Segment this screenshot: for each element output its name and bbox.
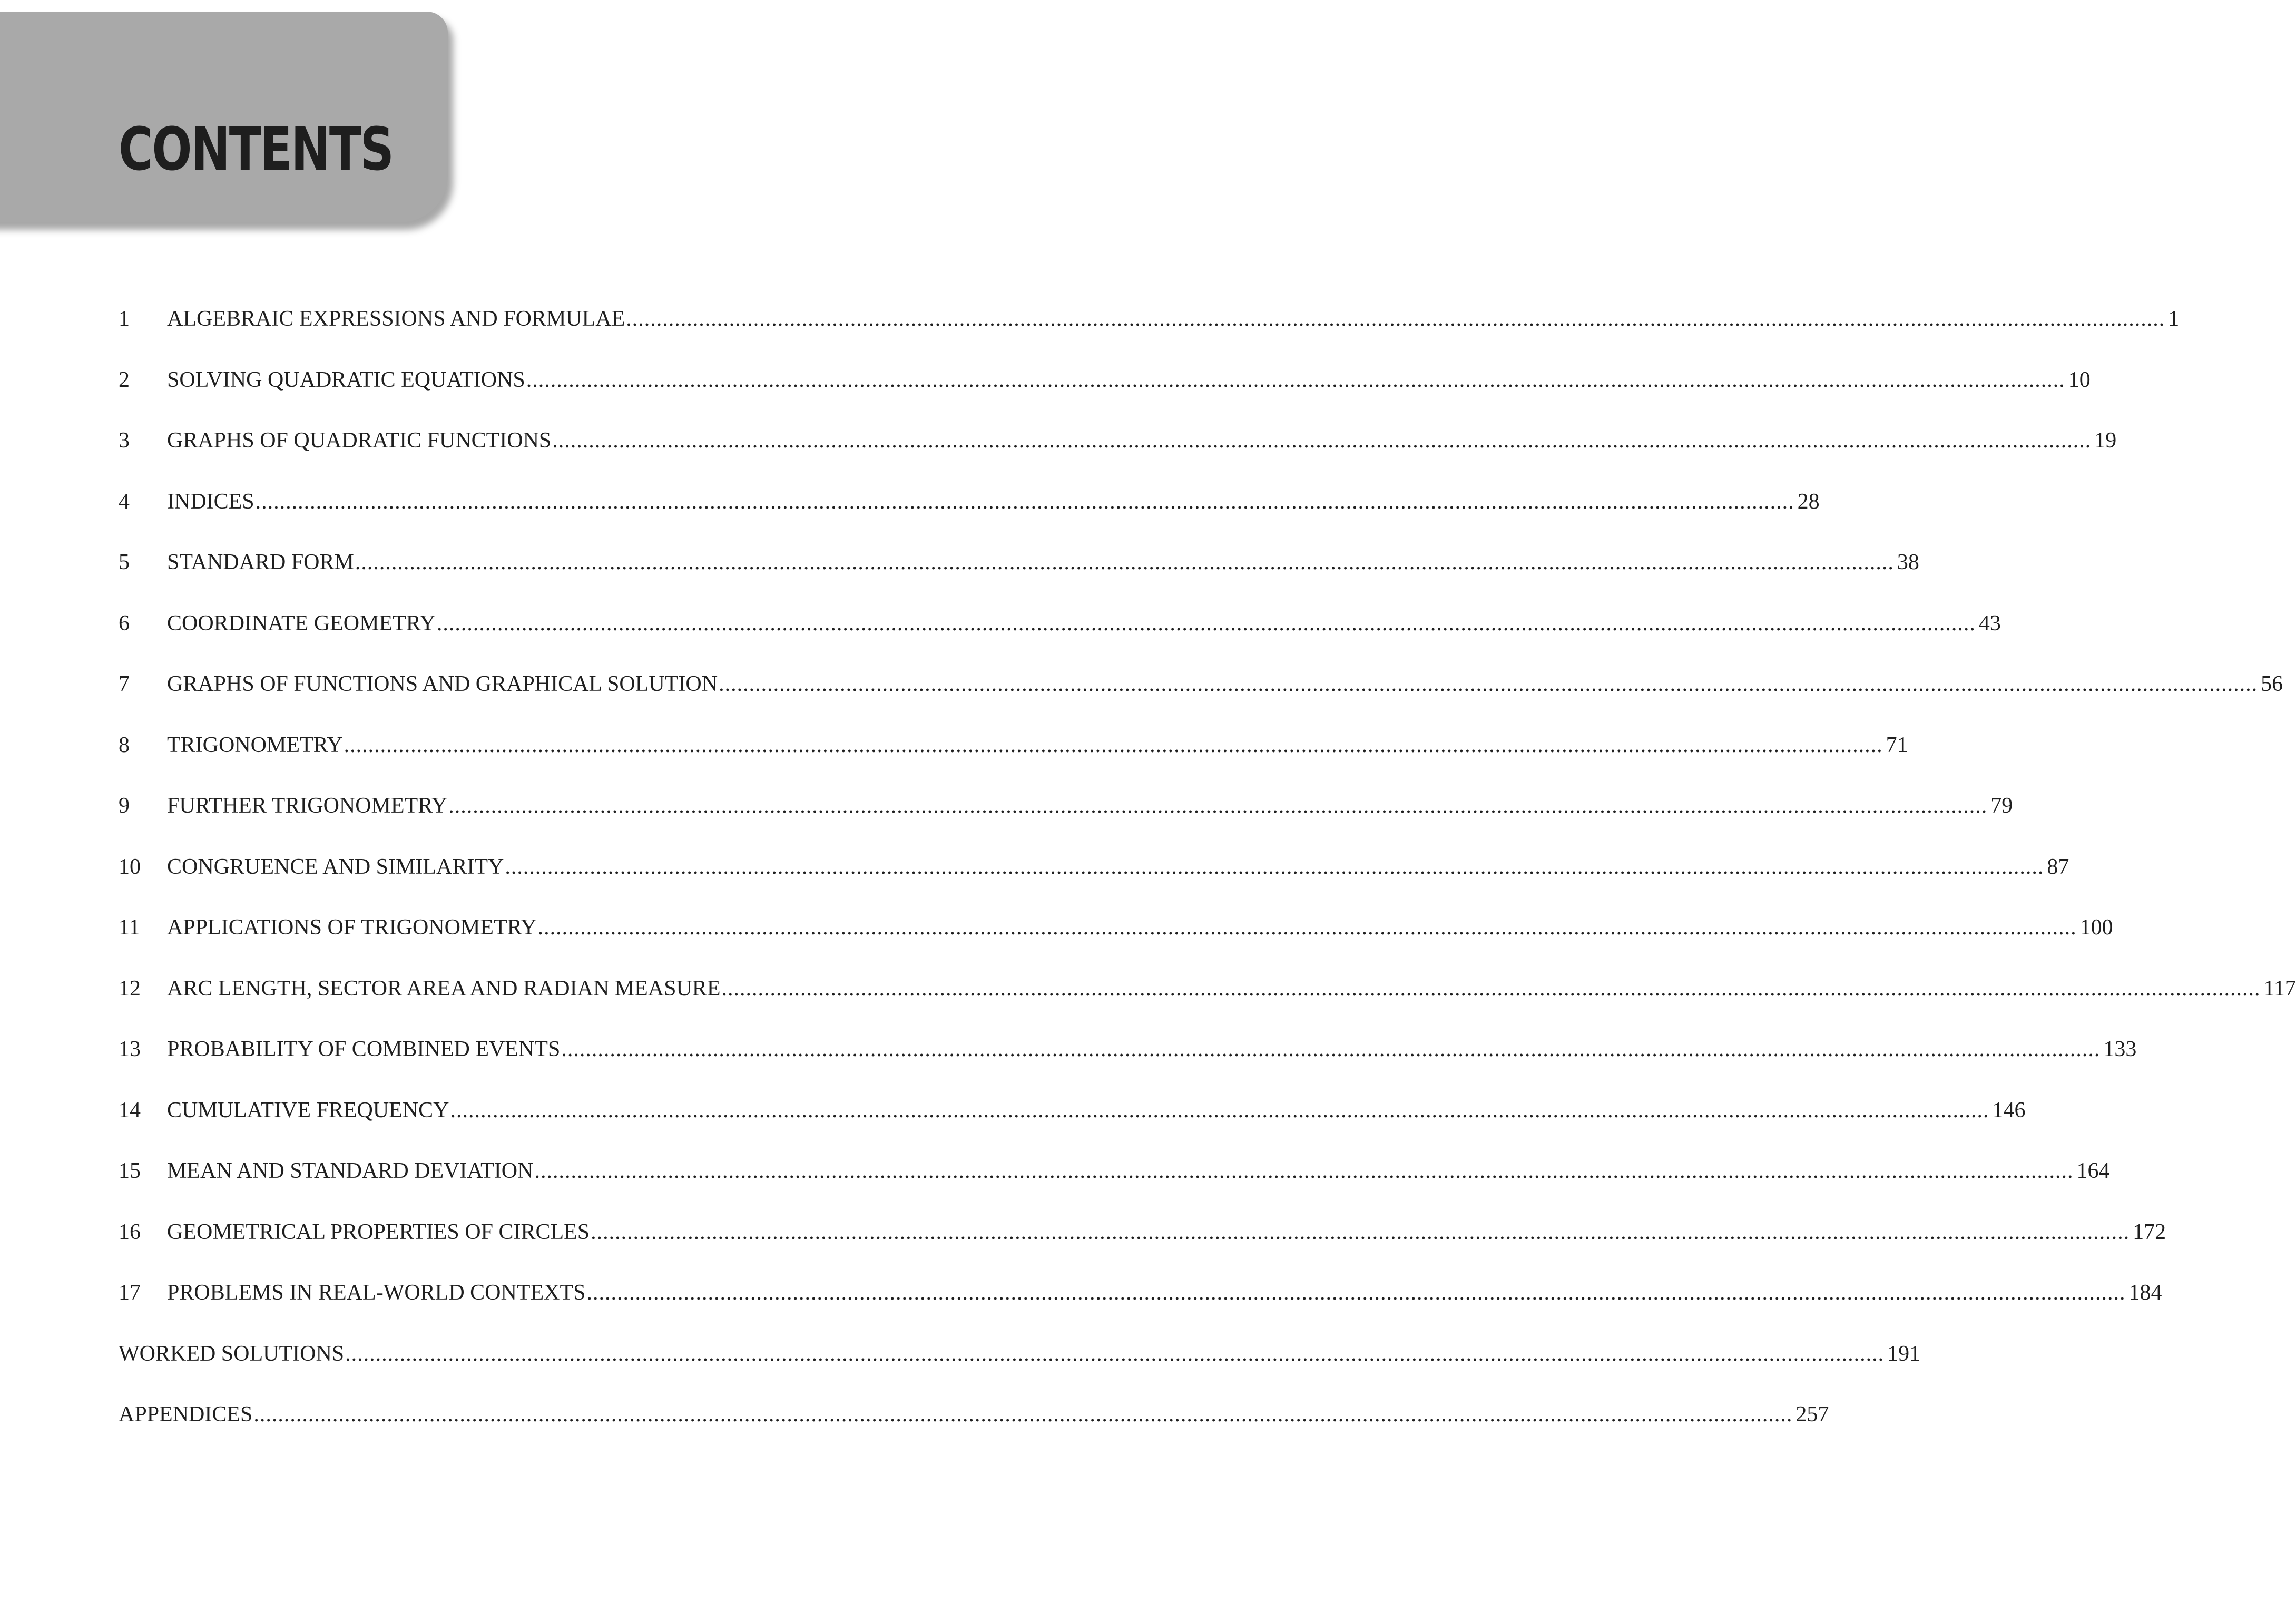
chapter-number: 16 <box>119 1219 141 1244</box>
page-number: 133 <box>2103 1037 2137 1061</box>
dot-leader: .............................................................................................................................................................................................................................................................. <box>355 550 1894 574</box>
section-title: WORKED SOLUTIONS <box>119 1341 345 1366</box>
chapter-number: 11 <box>119 915 140 940</box>
page-number: 1 <box>2168 307 2180 331</box>
dot-leader: .............................................................................................................................................................................................................................................................. <box>721 976 2261 1001</box>
table-of-contents <box>119 289 2296 1446</box>
chapter-title: CONGRUENCE AND SIMILARITY <box>167 854 504 879</box>
chapter-number: 14 <box>119 1098 141 1122</box>
chapter-title: ARC LENGTH, SECTOR AREA AND RADIAN MEASURE <box>167 976 721 1001</box>
chapter-number: 7 <box>119 672 130 696</box>
chapter-number: 5 <box>119 550 130 574</box>
chapter-title: PROBLEMS IN REAL-WORLD CONTEXTS <box>167 1281 586 1305</box>
page-number: 191 <box>1887 1341 1921 1366</box>
chapter-number: 17 <box>119 1281 141 1305</box>
page-number: 87 <box>2047 854 2069 879</box>
toc-entry-chapter-3[interactable] <box>119 411 2117 472</box>
chapter-number: 8 <box>119 733 130 757</box>
dot-leader: .............................................................................................................................................................................................................................................................. <box>534 1159 2074 1183</box>
page-number: 79 <box>1990 794 2013 818</box>
page-number: 117 <box>2263 976 2296 1001</box>
page-number: 71 <box>1886 733 1908 757</box>
dot-leader: .............................................................................................................................................................................................................................................................. <box>436 611 1976 636</box>
toc-entry-chapter-8[interactable] <box>119 715 1908 776</box>
chapter-title: GEOMETRICAL PROPERTIES OF CIRCLES <box>167 1219 590 1244</box>
dot-leader: .............................................................................................................................................................................................................................................................. <box>719 672 2258 696</box>
page-number: 56 <box>2261 672 2283 696</box>
chapter-title: COORDINATE GEOMETRY <box>167 611 436 636</box>
toc-entry-chapter-17[interactable] <box>119 1263 2162 1324</box>
toc-entry-chapter-11[interactable] <box>119 897 2113 959</box>
page-number: 43 <box>1978 611 2001 636</box>
dot-leader: .............................................................................................................................................................................................................................................................. <box>561 1037 2101 1061</box>
chapter-number: 13 <box>119 1037 141 1061</box>
toc-entry-chapter-1[interactable] <box>119 289 2180 350</box>
dot-leader: .............................................................................................................................................................................................................................................................. <box>626 307 2165 331</box>
chapter-number: 15 <box>119 1159 141 1183</box>
chapter-title: CUMULATIVE FREQUENCY <box>167 1098 449 1122</box>
page-number: 100 <box>2079 915 2113 940</box>
toc-entry-chapter-16[interactable] <box>119 1202 2166 1263</box>
toc-entry-chapter-4[interactable] <box>119 472 1820 533</box>
toc-entry-chapter-5[interactable] <box>119 532 1919 593</box>
chapter-title: PROBABILITY OF COMBINED EVENTS <box>167 1037 561 1061</box>
dot-leader: .............................................................................................................................................................................................................................................................. <box>586 1281 2126 1305</box>
chapter-number: 3 <box>119 428 130 453</box>
toc-entry-appendices[interactable] <box>119 1384 1829 1446</box>
dot-leader: .............................................................................................................................................................................................................................................................. <box>344 733 1883 757</box>
chapter-number: 12 <box>119 976 141 1001</box>
chapter-title: GRAPHS OF FUNCTIONS AND GRAPHICAL SOLUTION <box>167 672 718 696</box>
page-number: 257 <box>1795 1402 1829 1427</box>
chapter-number: 9 <box>119 794 130 818</box>
chapter-title: TRIGONOMETRY <box>167 733 343 757</box>
toc-entry-chapter-12[interactable] <box>119 959 2296 1020</box>
page-number: 19 <box>2094 428 2117 453</box>
page-number: 172 <box>2133 1219 2166 1244</box>
toc-entry-chapter-7[interactable] <box>119 654 2283 715</box>
dot-leader: .............................................................................................................................................................................................................................................................. <box>526 367 2065 392</box>
page-title: CONTENTS <box>119 115 393 184</box>
dot-leader: .............................................................................................................................................................................................................................................................. <box>505 854 2044 879</box>
chapter-number: 6 <box>119 611 130 636</box>
page-number: 184 <box>2128 1281 2162 1305</box>
toc-entry-chapter-13[interactable] <box>119 1019 2137 1080</box>
dot-leader: .............................................................................................................................................................................................................................................................. <box>448 794 1988 818</box>
toc-entry-chapter-14[interactable] <box>119 1080 2026 1141</box>
chapter-title: APPLICATIONS OF TRIGONOMETRY <box>167 915 537 940</box>
dot-leader: .............................................................................................................................................................................................................................................................. <box>450 1098 1989 1122</box>
dot-leader: .............................................................................................................................................................................................................................................................. <box>552 428 2092 453</box>
toc-entry-chapter-10[interactable] <box>119 837 2069 898</box>
chapter-title: INDICES <box>167 489 254 514</box>
dot-leader: .............................................................................................................................................................................................................................................................. <box>537 915 2077 940</box>
toc-entry-chapter-6[interactable] <box>119 593 2001 655</box>
section-title: APPENDICES <box>119 1402 253 1427</box>
dot-leader: .............................................................................................................................................................................................................................................................. <box>255 489 1794 514</box>
toc-entry-chapter-15[interactable] <box>119 1141 2110 1202</box>
toc-entry-chapter-2[interactable] <box>119 350 2091 411</box>
chapter-title: STANDARD FORM <box>167 550 354 574</box>
page-number: 38 <box>1897 550 1919 574</box>
chapter-title: MEAN AND STANDARD DEVIATION <box>167 1159 534 1183</box>
page-number: 164 <box>2076 1159 2110 1183</box>
chapter-number: 2 <box>119 367 130 392</box>
dot-leader: .............................................................................................................................................................................................................................................................. <box>345 1341 1885 1366</box>
chapter-number: 4 <box>119 489 130 514</box>
chapter-title: FURTHER TRIGONOMETRY <box>167 794 448 818</box>
chapter-number: 1 <box>119 307 130 331</box>
page-number: 146 <box>1992 1098 2026 1122</box>
toc-entry-chapter-9[interactable] <box>119 776 2013 837</box>
dot-leader: .............................................................................................................................................................................................................................................................. <box>591 1219 2130 1244</box>
chapter-title: GRAPHS OF QUADRATIC FUNCTIONS <box>167 428 552 453</box>
dot-leader: .............................................................................................................................................................................................................................................................. <box>253 1402 1793 1427</box>
page-number: 10 <box>2068 367 2091 392</box>
page-number: 28 <box>1797 489 1820 514</box>
toc-entry-worked-solutions[interactable] <box>119 1324 1921 1385</box>
chapter-number: 10 <box>119 854 141 879</box>
chapter-title: ALGEBRAIC EXPRESSIONS AND FORMULAE <box>167 307 625 331</box>
chapter-title: SOLVING QUADRATIC EQUATIONS <box>167 367 525 392</box>
